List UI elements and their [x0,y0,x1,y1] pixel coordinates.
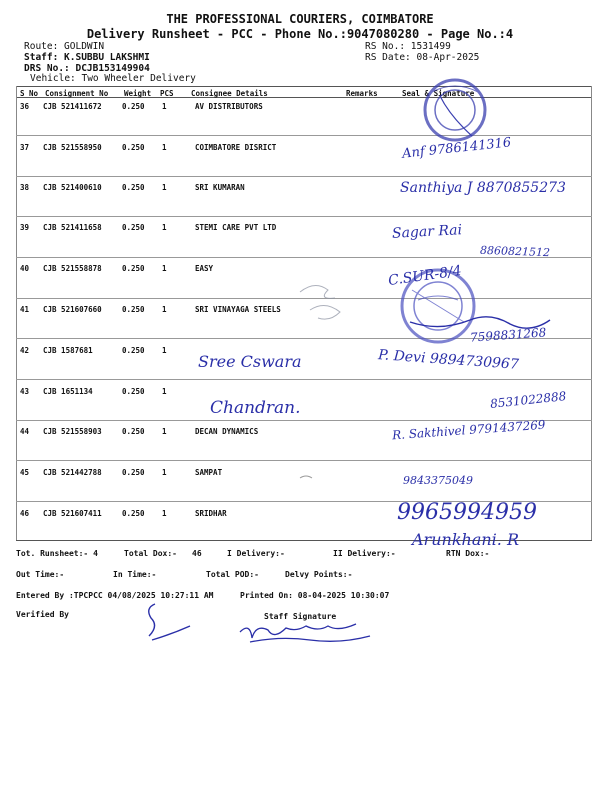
handwritten-row42-signature: P. Devi 9894730967 [377,347,520,373]
out-time: Out Time:- [16,570,65,579]
handwritten-row39-name: Sagar Rai [391,222,463,242]
row-consignment-no: CJB 521558878 [43,264,102,273]
total-runsheet: Tot. Runsheet:- 4 [16,549,98,558]
row-weight: 0.250 [122,223,145,232]
row-pcs: 1 [162,183,167,192]
row-sno: 39 [20,223,30,232]
row-consignment-no: CJB 1651134 [43,387,93,396]
row-consignment-no: CJB 521400610 [43,183,102,192]
row-consignment-no: CJB 1587681 [43,346,93,355]
row-sno: 44 [20,427,30,436]
row-pcs: 1 [162,427,167,436]
row-pcs: 1 [162,509,167,518]
scribble-row45 [300,476,312,478]
col-sno: S No [20,89,39,98]
col-consignee: Consignee Details [191,89,268,98]
row-consignee: SRI KUMARAN [195,183,245,192]
handwritten-row45: 9843375049 [403,474,473,487]
total-pod: Total POD:- [206,570,259,579]
handwritten-row43-consignee: Chandran. [210,398,301,418]
row-sno: 45 [20,468,30,477]
staff-signature-label: Staff Signature [264,612,337,621]
row-sno: 38 [20,183,30,192]
row-pcs: 1 [162,305,167,314]
in-time: In Time:- [113,570,157,579]
handwritten-row44: R. Sakthivel 9791437269 [391,417,546,443]
handwritten-row41: 7598831268 [469,325,547,345]
row-sno: 46 [20,509,30,518]
handwritten-row46-name: Arunkhani. R [412,530,519,549]
row-pcs: 1 [162,387,167,396]
total-dox-label: Total Dox:- [124,549,177,558]
col-remarks: Remarks [346,89,378,98]
row-sno: 40 [20,264,30,273]
row-weight: 0.250 [122,305,145,314]
row-pcs: 1 [162,223,167,232]
row-consignment-no: CJB 521411672 [43,102,102,111]
round-stamp-top [425,80,485,140]
row-consignment-no: CJB 521558903 [43,427,102,436]
handwritten-row42-consignee: Sree Cswara [198,352,302,371]
row-weight: 0.250 [122,143,145,152]
remarks-scribble [300,285,340,319]
drs-label: DRS No.: DCJB153149904 [24,63,150,74]
row-consignee: SAMPAT [195,468,223,477]
vehicle-label: Vehicle: Two Wheeler Delivery [30,73,196,84]
rtn-dox: RTN Dox:- [446,549,490,558]
row-weight: 0.250 [122,183,145,192]
row-sno: 42 [20,346,30,355]
row-consignment-no: CJB 521607411 [43,509,102,518]
row-pcs: 1 [162,346,167,355]
row-weight: 0.250 [122,509,145,518]
row-pcs: 1 [162,264,167,273]
row-weight: 0.250 [122,102,145,111]
col-weight: Weight [124,89,152,98]
col-pcs: PCS [160,89,174,98]
entered-by: Entered By :TPCPCC 04/08/2025 10:27:11 AM [16,591,214,600]
total-dox-value: 46 [192,549,202,558]
row-sno: 36 [20,102,30,111]
ii-delivery: II Delivery:- [333,549,396,558]
printed-on: Printed On: 08-04-2025 10:30:07 [240,591,390,600]
row-weight: 0.250 [122,346,145,355]
verified-by-scribble [149,604,190,640]
runsheet-subtitle: Delivery Runsheet - PCC - Phone No.:9047080280 - Page No.:4 [86,27,514,41]
row-consignment-no: CJB 521558950 [43,143,102,152]
handwritten-row39-phone: 8860821512 [479,243,551,260]
staff-signature-scribble [240,624,370,642]
row-weight: 0.250 [122,468,145,477]
row-consignee: DECAN DYNAMICS [195,427,259,436]
i-delivery: I Delivery:- [227,549,285,558]
row-pcs: 1 [162,468,167,477]
handwritten-row46-phone: 9965994959 [397,500,537,525]
handwritten-row38: Santhiya J 8870855273 [400,180,566,196]
row-consignee: SRIDHAR [195,509,227,518]
handwritten-row40: C.SUR-8/4 [387,262,463,290]
handwritten-row37: Anf 9786141316 [401,135,512,162]
route-label: Route: GOLDWIN [24,41,105,52]
row-consignee: STEMI CARE PVT LTD [195,223,277,232]
row-weight: 0.250 [122,427,145,436]
row-sno: 37 [20,143,30,152]
row-consignee: AV DISTRIBUTORS [195,102,263,111]
row-consignment-no: CJB 521607660 [43,305,102,314]
staff-label: Staff: K.SUBBU LAKSHMI [24,52,150,63]
row-consignee: SRI VINAYAGA STEELS [195,305,281,314]
row-consignment-no: CJB 521411658 [43,223,102,232]
row-consignee: EASY [195,264,214,273]
row-sno: 41 [20,305,30,314]
rs-date-label: RS Date: 08-Apr-2025 [365,52,480,63]
row-pcs: 1 [162,102,167,111]
row-sno: 43 [20,387,30,396]
verified-by: Verified By [16,610,69,619]
rs-no-label: RS No.: 1531499 [365,41,451,52]
row-pcs: 1 [162,143,167,152]
row-weight: 0.250 [122,264,145,273]
col-consignment: Consignment No [45,89,109,98]
row-weight: 0.250 [122,387,145,396]
row-consignment-no: CJB 521442788 [43,468,102,477]
handwritten-row43-signature: 8531022888 [489,389,567,411]
company-title: THE PROFESSIONAL COURIERS, COIMBATORE [166,12,434,26]
row-consignee: COIMBATORE DISRICT [195,143,277,152]
delvy-points: Delvy Points:- [285,570,353,579]
col-seal-signature: Seal & Signature [402,89,475,98]
